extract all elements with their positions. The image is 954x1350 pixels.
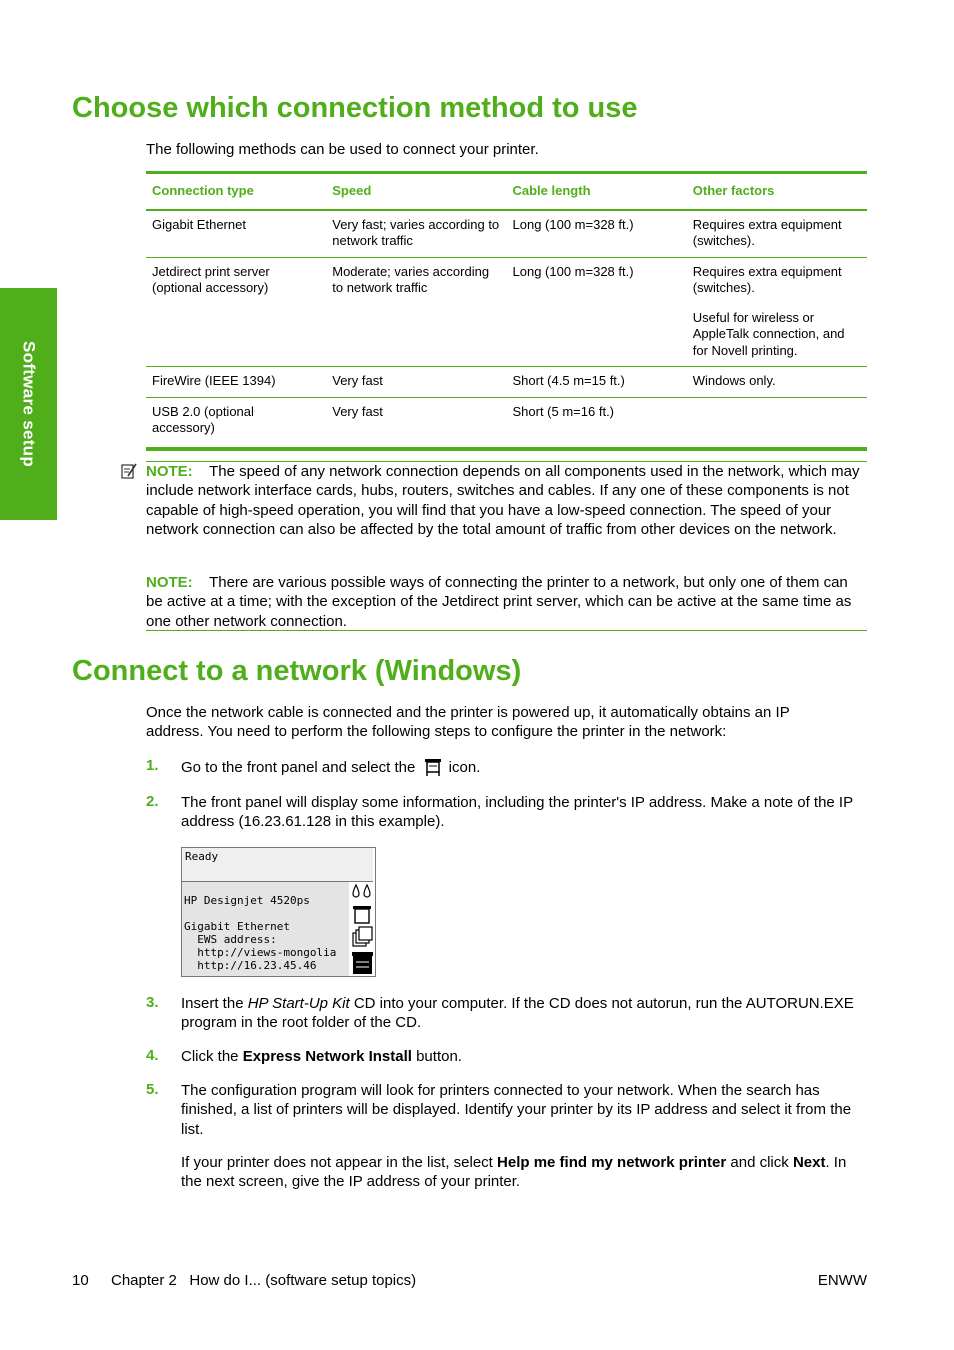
table-row [146,257,867,367]
step-3-part: Insert the [181,995,248,1012]
side-tab [0,288,57,520]
column-header: Connection type [146,173,326,210]
step-4-part: Click the [181,1048,243,1065]
table-row [146,210,867,258]
cell-connection-type: Jetdirect print server (optional accessory) [146,257,326,367]
step-5-part: If your printer does not appear in the list, select [181,1154,498,1171]
cell-connection-type: USB 2.0 (optional accessory) [146,397,326,449]
footer-chapter: Chapter 2 How do I... (software setup topics) [111,1272,417,1289]
paper-icon [353,906,371,923]
cell-cable-length: Long (100 m=328 ft.) [507,257,687,367]
step-1-after: icon. [448,759,481,776]
table-row [146,367,867,398]
note-label: NOTE: [146,574,193,591]
front-panel-status: Ready [185,850,219,863]
cell-connection-type: FireWire (IEEE 1394) [146,367,326,398]
connection-table [146,171,867,451]
note-1 [146,462,868,540]
printer-menu-icon [423,757,443,777]
step-1-text [181,757,871,777]
other-factors-text: Requires extra equipment (switches). [692,263,842,295]
cell-cable-length: Short (5 m=16 ft.) [507,397,687,449]
step-4-text [181,1047,871,1066]
express-network-install-label: Express Network Install [242,1048,412,1065]
front-panel-icons [350,882,375,976]
step-number: 1. [146,757,159,774]
step-5-followup [181,1153,871,1192]
column-header: Cable length [507,173,687,210]
cell-cable-length: Long (100 m=328 ft.) [507,210,687,258]
cell-speed: Very fast; varies according to network traffic [326,210,506,258]
note-icon [120,462,138,480]
cell-cable-length: Short (4.5 m=15 ft.) [507,367,687,398]
ink-icon [353,885,370,897]
cell-other-factors: Windows only. [687,367,867,398]
step-3-text [181,994,871,1033]
step-5-part: . In the next screen, give the IP address of your printer. [181,1154,847,1191]
front-panel-info [182,882,349,976]
side-tab-label: Software setup [19,340,39,468]
table-row [146,397,867,449]
step-2-text: The front panel will display some information, including the printer's IP address. Make a note of the IP address (16.23.61.128 in this example). [181,794,853,831]
note-text: The speed of any network connection depends on all components used in the network, which may include network interface cards, hubs, routers, switches and cables. If any one of these components is not capable of high-speed operation, you will find that you have a low-speed connection. The speed of your network connection can also be affected by the total amount of traffic from other devices on the network. [146,463,860,539]
cell-other-factors [687,397,867,449]
section-title-connection-method: Choose which connection method to use [72,92,638,124]
footer-right: ENWW [817,1272,867,1289]
section1-intro: The following methods can be used to connect your printer. [146,141,539,158]
front-panel-line: http://16.23.45.46 [184,959,317,972]
table-header-row [146,173,867,210]
note-text: There are various possible ways of connecting the printer to a network, but only one of them can be active at a time; with the exception of the Jetdirect print server, which can be active at the same time as one other network connection. [146,574,852,630]
front-panel-line: EWS address: [184,933,277,946]
other-factors-extra: Useful for wireless or AppleTalk connection, and for Novell printing. [692,309,845,358]
section2-intro: Once the network cable is connected and the printer is powered up, it automatically obtains an IP address. You need to perform the following steps to configure the printer in the network: [146,704,790,741]
step-1-before: Go to the front panel and select the [181,759,416,776]
section-title-connect-network: Connect to a network (Windows) [72,655,522,687]
step-number: 2. [146,793,159,810]
note-label: NOTE: [146,463,193,480]
next-label: Next [792,1154,826,1171]
step-5-part: and click [726,1154,793,1171]
step-number: 4. [146,1047,159,1064]
cell-speed: Very fast [326,367,506,398]
step-number: 3. [146,994,159,1011]
front-panel-line: Gigabit Ethernet [184,920,290,933]
step-4-part: button. [411,1048,462,1065]
cell-connection-type: Gigabit Ethernet [146,210,326,258]
front-panel-status-bar [182,848,373,882]
front-panel-display [181,847,376,977]
help-find-printer-label: Help me find my network printer [497,1154,727,1171]
printer-icon [352,952,373,974]
column-header: Other factors [687,173,867,210]
note-2 [146,573,868,631]
jobs-icon [353,927,372,946]
step-3-product-name: HP Start-Up Kit [247,995,350,1012]
footer-page-number: 10 [72,1272,89,1289]
step-number: 5. [146,1081,159,1098]
note-bottom-rule [146,630,867,631]
cell-other-factors: Requires extra equipment (switches). [687,210,867,258]
front-panel-line: http://views-mongolia [184,946,337,959]
step-5-text: The configuration program will look for printers connected to your network. When the search has finished, a list of printers will be displayed. Identify your printer by its IP address and select it from the list. [181,1082,852,1138]
cell-speed: Moderate; varies according to network traffic [326,257,506,367]
step-3-part: CD into your computer. If the CD does not autorun, run the AUTORUN.EXE program in the root folder of the CD. [181,995,854,1032]
cell-speed: Very fast [326,397,506,449]
column-header: Speed [326,173,506,210]
cell-other-factors [687,257,867,367]
front-panel-line: HP Designjet 4520ps [184,894,310,907]
